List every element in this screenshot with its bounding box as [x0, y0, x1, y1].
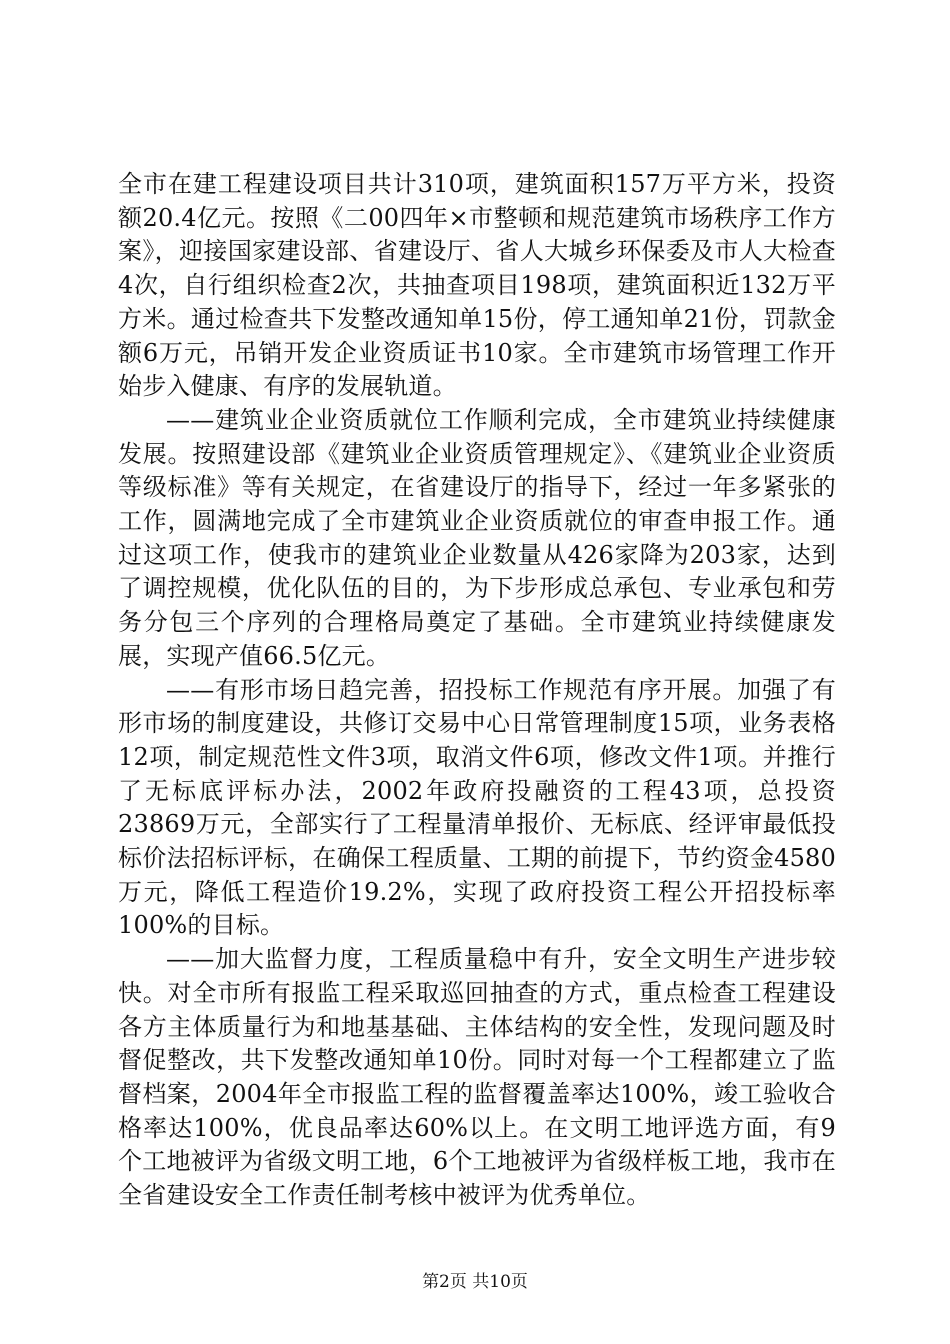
paragraph-tendering: ——有形市场日趋完善，招投标工作规范有序开展。加强了有形市场的制度建设，共修订交易中心日常管理制度15项，业务表格12项，制定规范性文件3项，取消文件6项，修改文件1项。并推行了无标底评标办法，2002年政府投融资的工程43项，总投资23869万元，全部实行了工程量清单报价、无标底、经评审最低投标价法招标评标，在确保工程质量、工期的前提下，节约资金4580万元，降低工程造价19.2%，实现了政府投资工程公开招投标率100%的目标。: [118, 675, 836, 940]
page-number-footer: 第2页 共10页: [422, 1272, 528, 1292]
paragraph-supervision: ——加大监督力度，工程质量稳中有升，安全文明生产进步较快。对全市所有报监工程采取巡回抽查的方式，重点检查工程建设各方主体质量行为和地基基础、主体结构的安全性，发现问题及时督促整改，共下发整改通知单10份。同时对每一个工程都建立了监督档案，2004年全市报监工程的监督覆盖率达100%，竣工验收合格率达100%，优良品率达60%以上。在文明工地评选方面，有9个工地被评为省级文明工地，6个工地被评为省级样板工地，我市在全省建设安全工作责任制考核中被评为优秀单位。: [118, 945, 836, 1210]
paragraph-continuation: 全市在建工程建设项目共计310项，建筑面积157万平方米，投资额20.4亿元。按照《二00四年×市整顿和规范建筑市场秩序工作方案》，迎接国家建设部、省建设厅、省人大城乡环保委及市人大检查4次，自行组织检查2次，共抽查项目198项，建筑面积近132万平方米。通过检查共下发整改通知单15份，停工通知单21份，罚款金额6万元，吊销开发企业资质证书10家。全市建筑市场管理工作开始步入健康、有序的发展轨道。: [118, 170, 836, 401]
document-body: [118, 168, 836, 1213]
paragraph-qualification: ——建筑业企业资质就位工作顺利完成，全市建筑业持续健康发展。按照建设部《建筑业企业资质管理规定》、《建筑业企业资质等级标准》等有关规定，在省建设厅的指导下，经过一年多紧张的工作，圆满地完成了全市建筑业企业资质就位的审查申报工作。通过这项工作，使我市的建筑业企业数量从426家降为203家，达到了调控规模，优化队伍的目的，为下步形成总承包、专业承包和劳务分包三个序列的合理格局奠定了基础。全市建筑业持续健康发展，实现产值66.5亿元。: [118, 405, 836, 670]
